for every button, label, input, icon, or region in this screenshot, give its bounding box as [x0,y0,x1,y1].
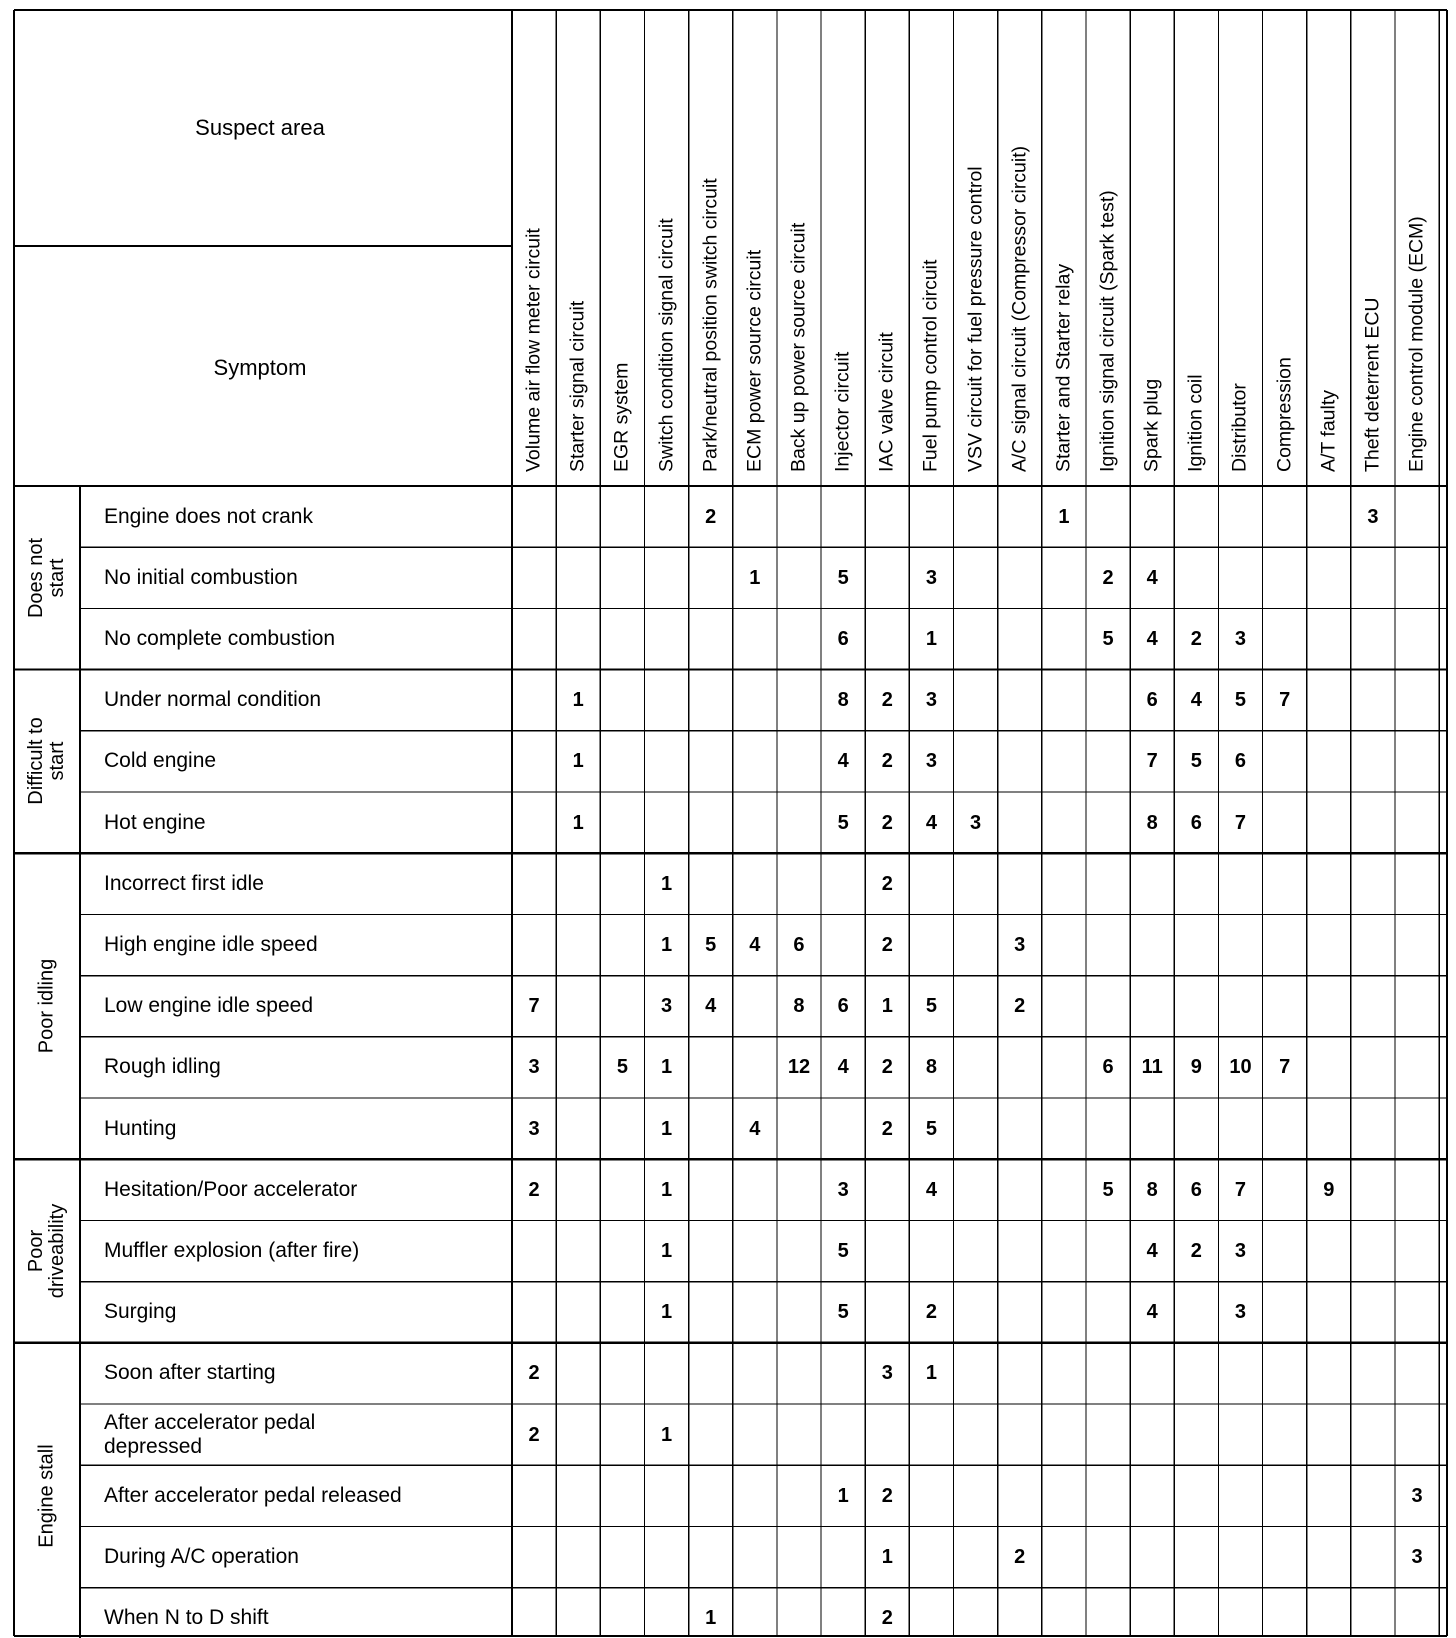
priority-value: 2 [528,1362,540,1385]
column-header-label: Starter signal circuit [566,300,589,472]
symptom-group-label-line: Difficult to [25,717,47,806]
priority-value: 8 [1146,811,1158,834]
priority-value: 4 [1146,1240,1158,1262]
priority-value: 4 [1146,1301,1158,1324]
priority-value: 5 [1190,750,1202,773]
symptom-name: Incorrect first idle [104,871,264,895]
priority-value: 3 [660,995,673,1018]
symptom-name: No initial combustion [104,565,298,589]
column-header-label: Engine control module (ECM) [1405,216,1428,472]
priority-value: 1 [660,1178,673,1201]
priority-value: 4 [837,1056,849,1079]
column-header-label: EGR system [610,362,633,472]
priority-value: 3 [1234,1301,1247,1324]
symptom-name: During A/C operation [104,1544,299,1568]
priority-value: 8 [793,995,805,1018]
column-header-label: ECM power source circuit [743,249,766,472]
priority-value: 3 [528,1056,540,1079]
priority-value: 5 [616,1056,628,1079]
column-header-label: A/C signal circuit (Compressor circuit) [1007,145,1030,472]
symptom-group-label-line: Does not [25,537,47,618]
priority-value: 3 [837,1178,849,1201]
priority-value: 9 [1190,1056,1202,1079]
column-header-label: IAC valve circuit [875,332,898,472]
priority-value: 3 [925,750,937,773]
symptom-group-label-text [26,1204,68,1298]
priority-value: 7 [1146,750,1158,773]
column-header-label: VSV circuit for fuel pressure control [963,166,986,472]
priority-value: 9 [1323,1178,1335,1201]
symptom-name: Hot engine [104,810,206,834]
column-header-label: Spark plug [1140,378,1163,472]
priority-value: 5 [837,566,849,589]
priority-value: 4 [749,934,761,956]
priority-value: 1 [660,1117,673,1140]
priority-value: 3 [881,1362,893,1385]
symptom-group-label-line: Engine stall [35,1444,58,1548]
priority-value: 3 [1367,505,1379,528]
symptom-name: After accelerator pedal depressed [104,1410,316,1458]
priority-value: 3 [528,1117,540,1140]
priority-value: 5 [705,934,717,956]
priority-value: 2 [881,1484,893,1507]
priority-value: 7 [528,995,540,1018]
priority-value: 1 [572,811,584,834]
column-header-label: Compression [1272,357,1295,472]
priority-value: 4 [1190,689,1202,712]
column-header-label: Ignition signal circuit (Spark test) [1096,190,1119,472]
priority-value: 2 [881,872,893,895]
priority-value: 1 [572,750,584,773]
column-header-label: Ignition coil [1184,374,1207,472]
priority-value: 2 [881,1117,893,1140]
column-header-label: Theft deterrent ECU [1361,297,1384,472]
priority-value: 8 [1146,1178,1158,1201]
priority-value: 8 [837,689,849,712]
priority-value: 8 [925,1056,937,1079]
priority-value: 6 [1146,689,1158,712]
suspect-area-label: Suspect area [195,115,325,140]
column-header-label: Park/neutral position switch circuit [698,178,721,472]
symptom-group-label-line: start [46,558,68,598]
priority-value: 5 [925,1117,937,1140]
priority-value: 2 [1014,1546,1026,1568]
symptom-name: Engine does not crank [104,504,313,528]
priority-value: 5 [1102,1178,1114,1201]
symptom-group-label-line: Poor [25,1229,47,1273]
priority-value: 1 [660,872,673,895]
priority-value: 2 [705,505,717,528]
symptom-group-label-text [26,718,68,805]
priority-value: 4 [749,1117,761,1140]
symptom-group-label-line: driveability [46,1203,68,1299]
priority-value: 3 [1014,934,1026,956]
column-header-label: Starter and Starter relay [1052,263,1075,472]
priority-value: 1 [660,1301,673,1324]
column-header-label: A/T faulty [1317,389,1340,472]
priority-value: 4 [925,1178,937,1201]
symptom-name: After accelerator pedal released [104,1483,402,1507]
priority-value: 6 [837,628,849,650]
priority-value: 5 [837,1301,849,1324]
priority-value: 2 [1014,995,1026,1018]
priority-value: 4 [705,995,717,1018]
priority-value: 6 [1190,811,1202,834]
priority-value: 3 [1234,628,1247,650]
priority-value: 12 [787,1056,811,1079]
priority-value: 1 [1058,505,1070,528]
priority-value: 3 [1411,1546,1423,1568]
priority-value: 3 [925,566,937,589]
priority-value: 4 [925,811,937,834]
priority-value: 2 [1190,628,1202,650]
priority-value: 1 [749,566,761,589]
priority-value: 2 [881,934,893,956]
priority-value: 6 [1234,750,1247,773]
symptom-group-label-text [26,538,68,618]
priority-value: 5 [837,811,849,834]
priority-value: 5 [1234,689,1247,712]
priority-value: 7 [1234,1178,1247,1201]
priority-value: 1 [660,1423,673,1446]
symptom-name: No complete combustion [104,626,336,650]
symptom-group-label-text [37,959,58,1054]
priority-value: 1 [660,934,673,956]
column-header-label: Distributor [1228,383,1251,472]
column-header-label: Switch condition signal circuit [654,218,677,472]
priority-value: 1 [881,995,893,1018]
priority-value: 6 [1190,1178,1202,1201]
priority-value: 2 [881,750,893,773]
priority-value: 1 [837,1484,849,1507]
symptom-name: Hunting [104,1116,177,1140]
priority-value: 7 [1279,689,1291,712]
priority-value: 11 [1141,1056,1163,1079]
priority-value: 2 [528,1178,540,1201]
symptom-name: Low engine idle speed [104,994,313,1018]
symptom-name: Surging [104,1300,177,1324]
priority-value: 1 [925,628,937,650]
symptom-name: Muffler explosion (after fire) [104,1238,360,1262]
symptom-group-label-text [37,1444,58,1547]
symptom-group-label-line: start [46,741,68,781]
priority-value: 3 [1234,1240,1247,1262]
symptom-name: When N to D shift [104,1606,269,1630]
priority-value: 10 [1229,1056,1252,1079]
priority-value: 5 [837,1240,849,1262]
priority-value: 2 [881,689,893,712]
priority-value: 7 [1234,811,1247,834]
priority-value: 1 [660,1240,673,1262]
symptom-label: Symptom [213,355,307,380]
priority-value: 6 [793,934,805,956]
priority-value: 3 [970,811,982,834]
priority-value: 1 [925,1362,937,1385]
priority-value: 2 [881,1607,893,1630]
priority-value: 6 [837,995,849,1018]
priority-value: 1 [705,1607,717,1630]
symptom-name: High engine idle speed [104,932,318,956]
priority-value: 2 [1190,1240,1202,1262]
column-header-label: Volume air flow meter circuit [522,228,545,472]
priority-value: 2 [1102,566,1114,589]
priority-value: 4 [837,750,849,773]
priority-value: 2 [881,811,893,834]
priority-value: 1 [572,689,584,712]
symptom-name: Under normal condition [104,688,322,712]
priority-value: 3 [925,689,937,712]
column-header-label: Fuel pump control circuit [919,259,942,472]
priority-value: 5 [925,995,937,1018]
symptom-name: Rough idling [104,1055,221,1079]
priority-value: 3 [1411,1484,1423,1507]
symptom-name: Cold engine [104,749,217,773]
priority-value: 2 [925,1301,937,1324]
priority-value: 2 [881,1056,893,1079]
priority-value: 4 [1146,628,1158,650]
priority-value: 1 [660,1056,673,1079]
priority-value: 7 [1279,1056,1291,1079]
priority-value: 6 [1102,1056,1114,1079]
symptom-group-label-line: Poor idling [35,958,58,1054]
symptom-name: Soon after starting [104,1361,276,1385]
priority-value: 4 [1146,566,1158,589]
priority-value: 1 [881,1546,893,1568]
priority-value: 5 [1102,628,1114,650]
priority-value: 2 [528,1423,540,1446]
column-header-label: Back up power source circuit [787,222,810,472]
symptom-name: Hesitation/Poor accelerator [104,1177,358,1201]
column-header-label: Injector circuit [831,351,854,472]
